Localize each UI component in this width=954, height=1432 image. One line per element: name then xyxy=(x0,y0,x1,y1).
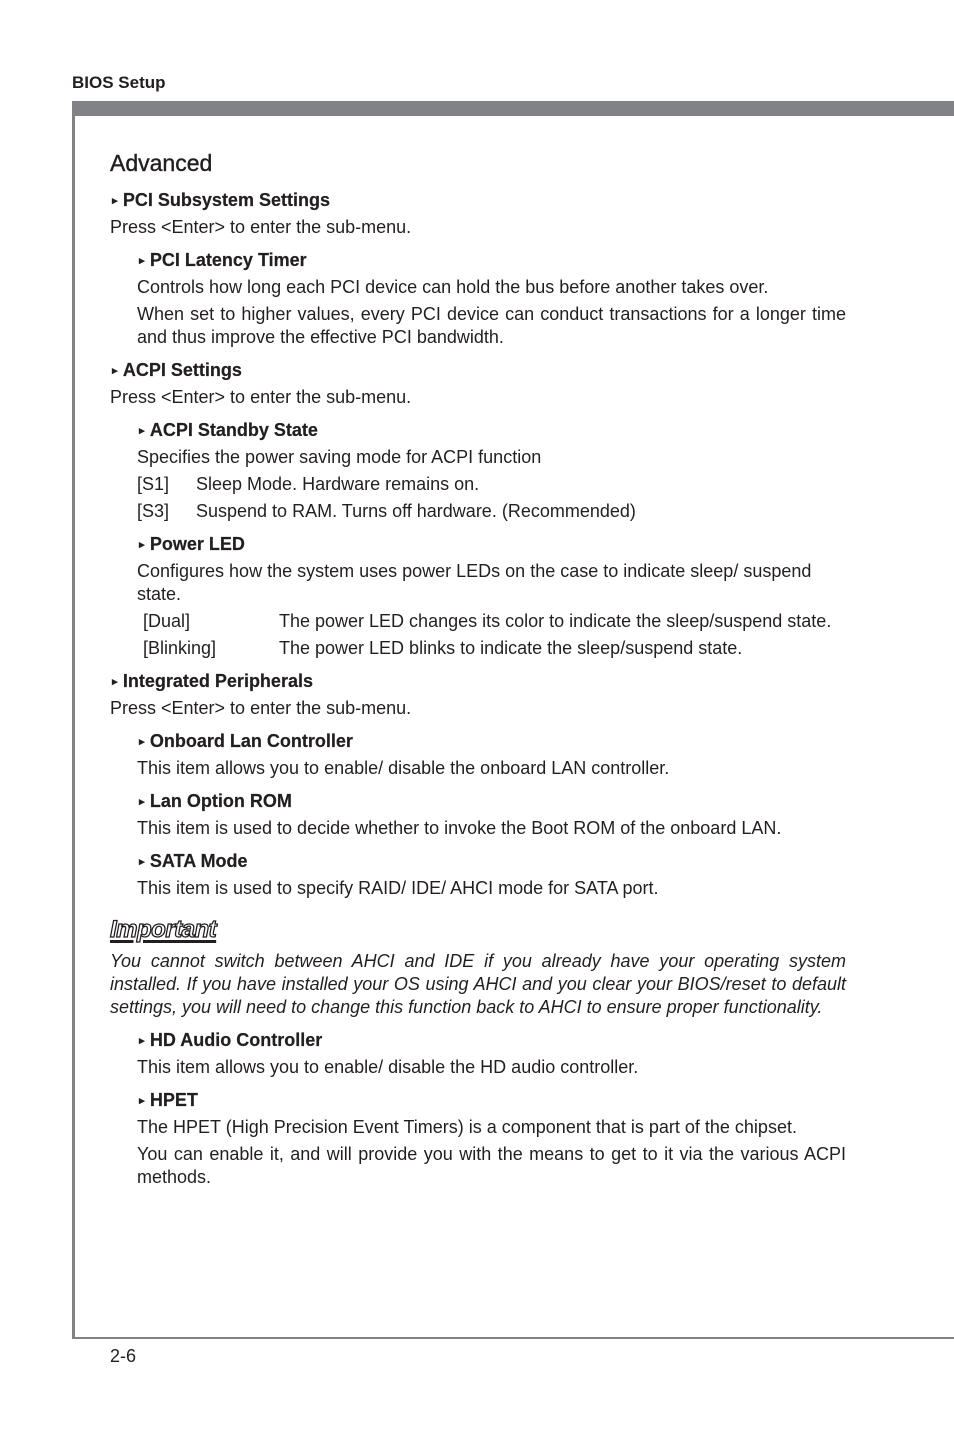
sata-mode-desc: This item is used to specify RAID/ IDE/ AHCI mode for SATA port. xyxy=(137,878,659,898)
acpi-standby-desc: Specifies the power saving mode for ACPI function xyxy=(137,447,542,467)
triangle-bullet-icon: ► xyxy=(137,737,147,748)
important-heading: Important xyxy=(110,916,217,943)
triangle-bullet-icon: ► xyxy=(110,366,120,377)
onboard-lan-desc: This item allows you to enable/ disable the onboard LAN controller. xyxy=(137,758,670,778)
option-desc: The power LED changes its color to indicate the sleep/suspend state. xyxy=(279,611,832,631)
option-key: [Dual] xyxy=(143,611,191,631)
triangle-bullet-icon: ► xyxy=(137,1096,147,1107)
triangle-bullet-icon: ► xyxy=(137,857,147,868)
triangle-bullet-icon: ► xyxy=(137,1036,147,1047)
option-row xyxy=(110,610,846,633)
page-number: 2-6 xyxy=(110,1346,137,1366)
acpi-desc: Press <Enter> to enter the sub-menu. xyxy=(110,387,412,407)
hd-audio-desc: This item allows you to enable/ disable the HD audio controller. xyxy=(137,1057,639,1077)
page-content xyxy=(110,150,846,1189)
heading-pci-latency: ► PCI Latency Timer xyxy=(137,250,307,270)
header-bar xyxy=(72,101,954,116)
pci-latency-desc-2: When set to higher values, every PCI device can conduct transactions for a longer time and thus improve the effective PCI bandwidth. xyxy=(137,304,846,347)
triangle-bullet-icon: ► xyxy=(137,540,147,551)
option-desc: Sleep Mode. Hardware remains on. xyxy=(196,474,480,494)
triangle-bullet-icon: ► xyxy=(137,426,147,437)
triangle-bullet-icon: ► xyxy=(110,196,120,207)
integrated-desc: Press <Enter> to enter the sub-menu. xyxy=(110,698,412,718)
triangle-bullet-icon: ► xyxy=(110,677,120,688)
power-led-desc: Configures how the system uses power LEDs on the case to indicate sleep/ suspend state. xyxy=(137,561,812,604)
header-label: BIOS Setup xyxy=(72,73,166,92)
option-key: [S1] xyxy=(137,474,170,494)
heading-lan-option-rom: ► Lan Option ROM xyxy=(137,791,292,811)
heading-pci-subsystem: ► PCI Subsystem Settings xyxy=(110,190,330,210)
pci-latency-desc-1: Controls how long each PCI device can hold the bus before another takes over. xyxy=(137,277,769,297)
section-title: Advanced xyxy=(110,150,213,176)
option-row xyxy=(110,500,846,523)
heading-hd-audio: ► HD Audio Controller xyxy=(137,1030,323,1050)
heading-onboard-lan: ► Onboard Lan Controller xyxy=(137,731,353,751)
heading-integrated-peripherals: ► Integrated Peripherals xyxy=(110,671,313,691)
pci-subsystem-desc: Press <Enter> to enter the sub-menu. xyxy=(110,217,412,237)
option-desc: The power LED blinks to indicate the sleep/suspend state. xyxy=(279,638,743,658)
option-row xyxy=(110,473,846,496)
option-desc: Suspend to RAM. Turns off hardware. (Recommended) xyxy=(196,501,636,521)
heading-hpet: ► HPET xyxy=(137,1090,198,1110)
triangle-bullet-icon: ► xyxy=(137,256,147,267)
heading-acpi-standby: ► ACPI Standby State xyxy=(137,420,318,440)
triangle-bullet-icon: ► xyxy=(137,797,147,808)
lan-option-rom-desc: This item is used to decide whether to invoke the Boot ROM of the onboard LAN. xyxy=(137,818,782,838)
heading-acpi-settings: ► ACPI Settings xyxy=(110,360,242,380)
left-rule xyxy=(72,101,75,1339)
option-row xyxy=(110,637,846,660)
footer-rule xyxy=(72,1337,954,1339)
important-note: You cannot switch between AHCI and IDE if you already have your operating system installed. If you have installed your OS using AHCI and you clear your BIOS/reset to default settings, you will need to change this function back to AHCI to ensure proper functionality. xyxy=(110,951,846,1017)
hpet-desc-2: You can enable it, and will provide you with the means to get to it via the various ACPI methods. xyxy=(137,1144,846,1187)
heading-power-led: ► Power LED xyxy=(137,534,245,554)
option-key: [S3] xyxy=(137,501,170,521)
option-key: [Blinking] xyxy=(143,638,217,658)
heading-sata-mode: ► SATA Mode xyxy=(137,851,248,871)
hpet-desc-1: The HPET (High Precision Event Timers) is a component that is part of the chipset. xyxy=(137,1117,797,1137)
